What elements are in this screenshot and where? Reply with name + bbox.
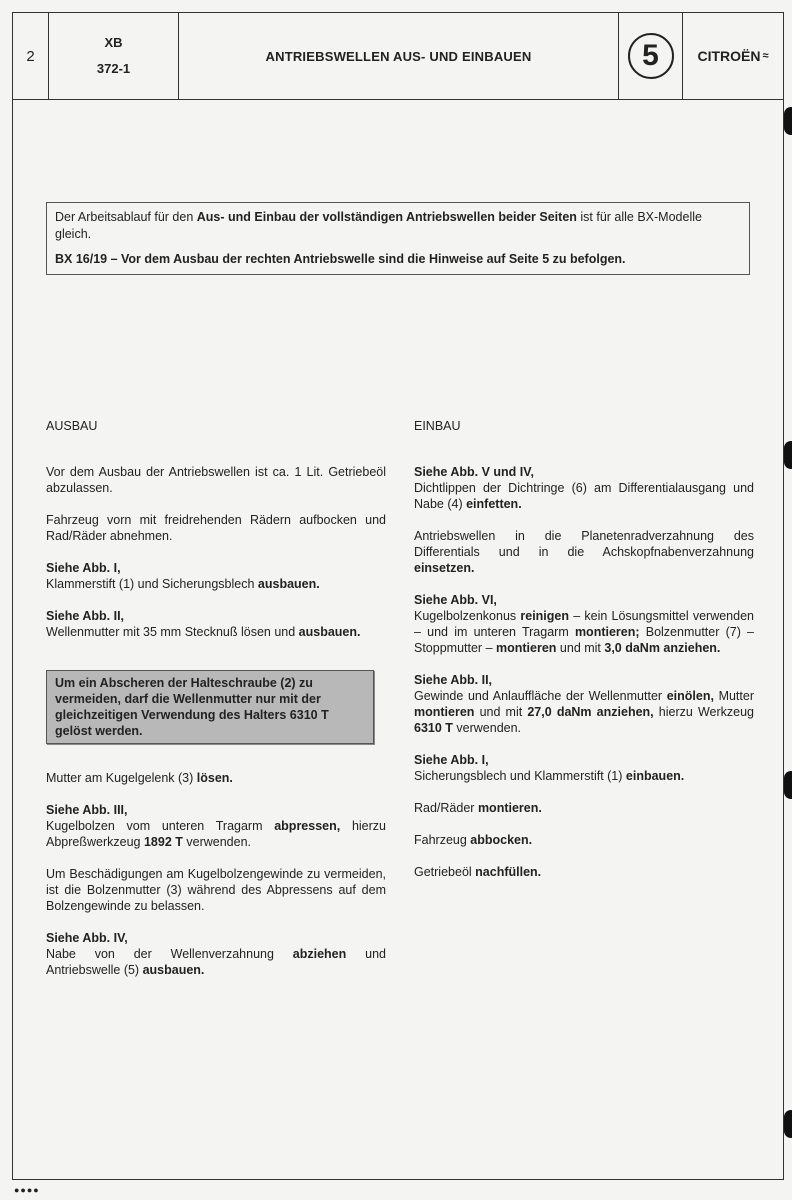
ausbau-step-2: Fahrzeug vorn mit freidrehenden Rädern aufbocken und Rad/Räder abnehmen. (46, 513, 386, 543)
ausbau-step-4: Siehe Abb. II, Wellenmutter mit 35 mm Stecknuß lösen und ausbauen. (46, 609, 361, 639)
einbau-step-5: Siehe Abb. I, Sicherungsblech und Klammerstift (1) einbauen. (414, 753, 685, 783)
einbau-step-1: Siehe Abb. V und IV, Dichtlippen der Dichtringe (6) am Differentialausgang und Nabe (4) einfetten. (414, 465, 754, 511)
ausbau-step-8: Siehe Abb. IV, Nabe von der Wellenverzahnung abziehen und Antriebswelle (5) ausbauen. (46, 931, 386, 977)
einbau-step-4: Siehe Abb. II, Gewinde und Anlauffläche der Wellenmutter einölen, Mutter montieren und mit 27,0 daNm anziehen, hierzu Werkzeug 6310 T verwenden. (414, 673, 754, 735)
ausbau-step-6: Siehe Abb. III, Kugelbolzen vom unteren Tragarm abpressen, hierzu Abpreßwerkzeug 1892 T verwenden. (46, 803, 386, 849)
code-cell (49, 13, 179, 99)
section-cell (619, 13, 683, 99)
intro-note-line1: Der Arbeitsablauf für den Aus- und Einbau der vollständigen Antriebswellen beider Seiten ist für alle BX-Modelle gleich. (55, 210, 702, 241)
einbau-step-7: Fahrzeug abbocken. (414, 833, 533, 847)
operation-code: 372-1 (96, 61, 131, 76)
einbau-step-2: Antriebswellen in die Planetenradverzahnung des Differentials und in die Achskopfnabenverzahnung einsetzen. (414, 529, 754, 575)
einbau-step-6: Rad/Räder montieren. (414, 801, 542, 815)
section-number: 5 (628, 33, 674, 79)
ausbau-step-7: Um Beschädigungen am Kugelbolzengewinde zu vermeiden, ist die Bolzenmutter (3) während des Abpressens auf dem Bolzengewinde zu belassen. (46, 867, 386, 913)
page-number: 2 (13, 13, 49, 99)
einbau-column (414, 418, 754, 896)
einbau-step-3: Siehe Abb. VI, Kugelbolzenkonus reinigen – kein Lösungsmittel verwenden – und im unteren Tragarm montieren; Bolzenmutter (7) – Stoppmutter – montieren und mit 3,0 daNm anziehen. (414, 593, 755, 655)
intro-note-line2: BX 16/19 – Vor dem Ausbau der rechten Antriebswelle sind die Hinweise auf Seite 5 zu befolgen. (55, 252, 626, 266)
intro-note-box (46, 202, 750, 275)
page-title: ANTRIEBSWELLEN AUS- UND EINBAUEN (179, 13, 619, 99)
binder-hole-icon (784, 1110, 792, 1138)
binder-hole-icon (784, 441, 792, 469)
chevron-logo-icon: ≈ (762, 50, 769, 62)
binder-hole-icon (784, 771, 792, 799)
brand-cell (683, 13, 783, 99)
footer-dots: ●●●● (14, 1185, 40, 1195)
brand-logo-text: CITROËN (697, 48, 761, 64)
header-bar (13, 13, 783, 100)
einbau-step-8: Getriebeöl nachfüllen. (414, 865, 542, 879)
ausbau-heading: AUSBAU (46, 419, 98, 433)
ausbau-step-1: Vor dem Ausbau der Antriebswellen ist ca. 1 Lit. Getriebeöl abzulassen. (46, 465, 386, 495)
ausbau-step-5: Mutter am Kugelgelenk (3) lösen. (46, 771, 233, 785)
einbau-heading: EINBAU (414, 419, 461, 433)
ausbau-step-3: Siehe Abb. I, Klammerstift (1) und Sicherungsblech ausbauen. (46, 561, 320, 591)
binder-hole-icon (784, 107, 792, 135)
warning-box: Um ein Abscheren der Halteschraube (2) zu vermeiden, darf die Wellenmutter nur mit der gleichzeitigen Verwendung des Halters 6310 T gelöst werden. (46, 670, 374, 744)
ausbau-column (46, 418, 386, 994)
model-code: XB (104, 35, 123, 50)
